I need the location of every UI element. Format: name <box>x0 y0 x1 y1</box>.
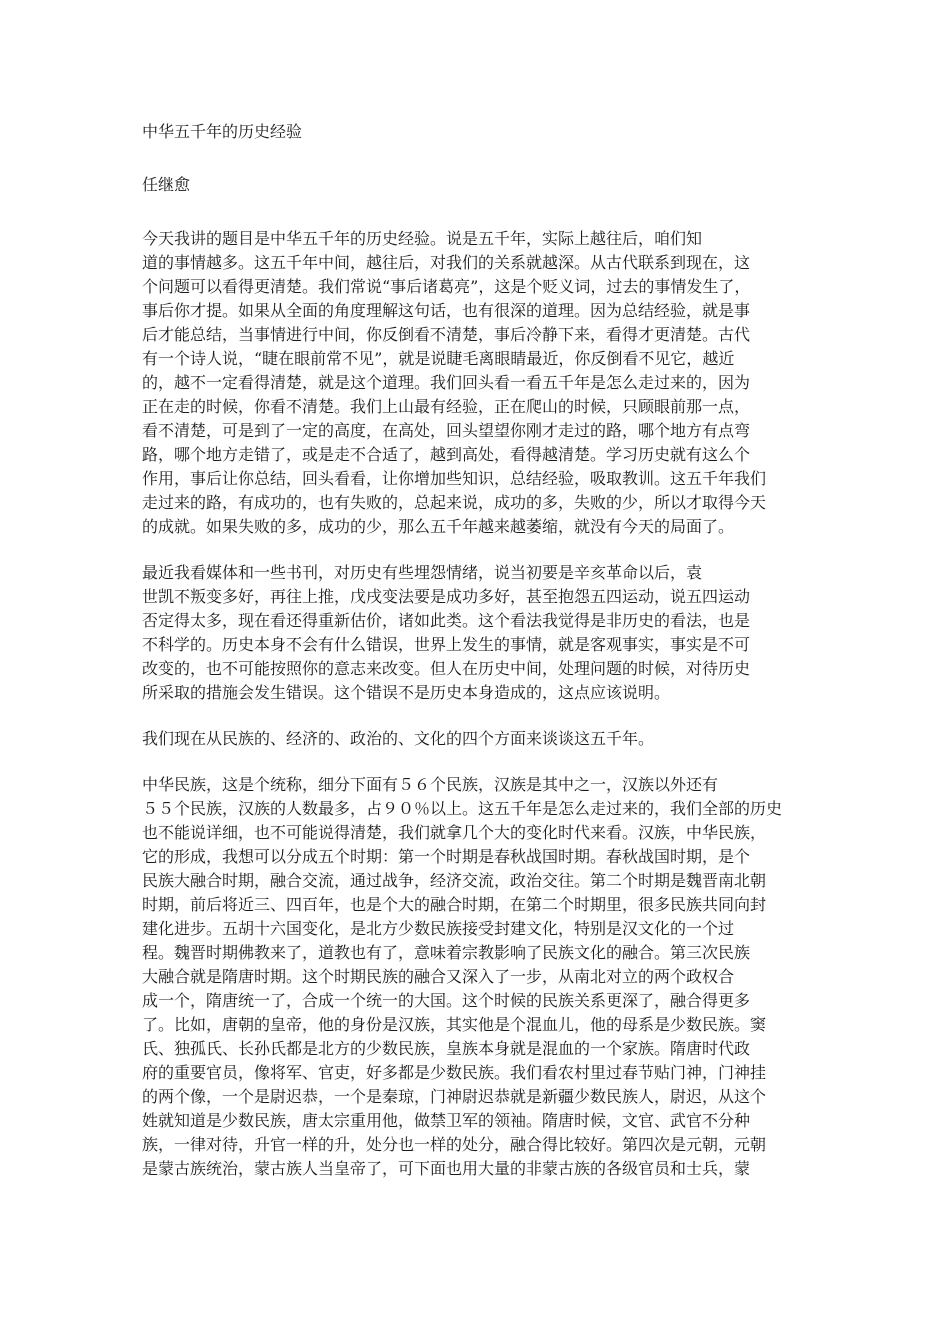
text-line: 的，越不一定看得清楚，就是这个道理。我们回头看一看五千年是怎么走过来的，因为 <box>142 373 751 392</box>
text-line: 否定得太多，现在看还得重新估价，诸如此类。这个看法我觉得是非历史的看法，也是 <box>142 611 751 630</box>
text-line: 正在走的时候，你看不清楚。我们上山最有经验，正在爬山的时候，只顾眼前那一点， <box>142 397 751 416</box>
text-line: 府的重要官员，像将军、官吏，好多都是少数民族。我们看农村里过春节贴门神，门神挂 <box>142 1063 767 1082</box>
text-line: 事后你才提。如果从全面的角度理解这句话，也有很深的道理。因为总结经验，就是事 <box>142 301 751 320</box>
paragraph <box>142 227 822 539</box>
text-line: 最近我看媒体和一些书刊，对历史有些埋怨情绪，说当初要是辛亥革命以后，袁 <box>142 563 703 582</box>
text-line: 道的事情越多。这五千年中间，越往后，对我们的关系就越深。从古代联系到现在，这 <box>142 253 751 272</box>
text-line: 我们现在从民族的、经济的、政治的、文化的四个方面来谈谈这五千年。 <box>142 729 655 748</box>
text-line: 氏、独孤氏、长孙氏都是北方的少数民族，皇族本身就是混血的一个家族。隋唐时代政 <box>142 1039 751 1058</box>
text-line: 了。比如，唐朝的皇帝，他的身份是汉族，其实他是个混血儿，他的母系是少数民族。窦 <box>142 1015 767 1034</box>
paragraph <box>142 727 822 751</box>
text-line: 不科学的。历史本身不会有什么错误，世界上发生的事情，就是客观事实，事实是不可 <box>142 635 751 654</box>
text-line: 成一个，隋唐统一了，合成一个统一的大国。这个时候的民族关系更深了，融合得更多 <box>142 991 751 1010</box>
paragraph <box>142 561 822 705</box>
text-line: 时期，前后将近三、四百年，也是个大的融合时期，在第二个时期里，很多民族共同向封 <box>142 895 767 914</box>
document-title: 中华五千年的历史经验 <box>142 122 303 141</box>
text-line: 大融合就是隋唐时期。这个时期民族的融合又深入了一步，从南北对立的两个政权合 <box>142 967 735 986</box>
text-line: ５５个民族，汉族的人数最多，占９０％以上。这五千年是怎么走过来的，我们全部的历史 <box>142 799 783 818</box>
document-page <box>142 120 822 1203</box>
text-line: 所采取的措施会发生错误。这个错误不是历史本身造成的，这点应该说明。 <box>142 683 671 702</box>
text-line: 民族大融合时期，融合交流，通过战争，经济交流，政治交往。第二个时期是魏晋南北朝 <box>142 871 767 890</box>
text-line: 建化进步。五胡十六国变化，是北方少数民族接受封建文化，特别是汉文化的一个过 <box>142 919 735 938</box>
text-line: 族，一律对待，升官一样的升，处分也一样的处分，融合得比较好。第四次是元朝，元朝 <box>142 1135 767 1154</box>
text-line: 后才能总结，当事情进行中间，你反倒看不清楚，事后冷静下来，看得才更清楚。古代 <box>142 325 751 344</box>
text-line: 也不能说详细，也不可能说得清楚，我们就拿几个大的变化时代来看。汉族，中华民族， <box>142 823 767 842</box>
text-line: 的成就。如果失败的多，成功的少，那么五千年越来越萎缩，就没有今天的局面了。 <box>142 517 735 536</box>
text-line: 它的形成，我想可以分成五个时期：第一个时期是春秋战国时期。春秋战国时期，是个 <box>142 847 751 866</box>
text-line: 姓就知道是少数民族，唐太宗重用他，做禁卫军的领袖。隋唐时候，文官、武官不分种 <box>142 1111 751 1130</box>
document-body <box>142 227 822 1181</box>
paragraph <box>142 773 822 1181</box>
text-line: 今天我讲的题目是中华五千年的历史经验。说是五千年，实际上越往后，咱们知 <box>142 229 703 248</box>
document-author: 任继愈 <box>142 175 191 194</box>
text-line: 走过来的路，有成功的，也有失败的，总起来说，成功的多，失败的少，所以才取得今天 <box>142 493 767 512</box>
text-line: 路，哪个地方走错了，或是走不合适了，越到高处，看得越清楚。学习历史就有这么个 <box>142 445 751 464</box>
text-line: 个问题可以看得更清楚。我们常说“事后诸葛亮”，这是个贬义词，过去的事情发生了， <box>142 277 751 296</box>
text-line: 看不清楚，可是到了一定的高度，在高处，回头望望你刚才走过的路，哪个地方有点弯 <box>142 421 751 440</box>
text-line: 改变的，也不可能按照你的意志来改变。但人在历史中间，处理问题的时候，对待历史 <box>142 659 751 678</box>
text-line: 程。魏晋时期佛教来了，道教也有了，意味着宗教影响了民族文化的融合。第三次民族 <box>142 943 751 962</box>
text-line: 世凯不叛变多好，再往上推，戊戌变法要是成功多好，甚至抱怨五四运动，说五四运动 <box>142 587 751 606</box>
text-line: 有一个诗人说，“睫在眼前常不见”，就是说睫毛离眼睛最近，你反倒看不见它，越近 <box>142 349 735 368</box>
text-line: 的两个像，一个是尉迟恭，一个是秦琼，门神尉迟恭就是新疆少数民族人，尉迟，从这个 <box>142 1087 767 1106</box>
text-line: 是蒙古族统治，蒙古族人当皇帝了，可下面也用大量的非蒙古族的各级官员和士兵，蒙 <box>142 1159 751 1178</box>
text-line: 中华民族，这是个统称，细分下面有５６个民族，汉族是其中之一，汉族以外还有 <box>142 775 719 794</box>
text-line: 作用，事后让你总结，回头看看，让你增加些知识，总结经验，吸取教训。这五千年我们 <box>142 469 767 488</box>
